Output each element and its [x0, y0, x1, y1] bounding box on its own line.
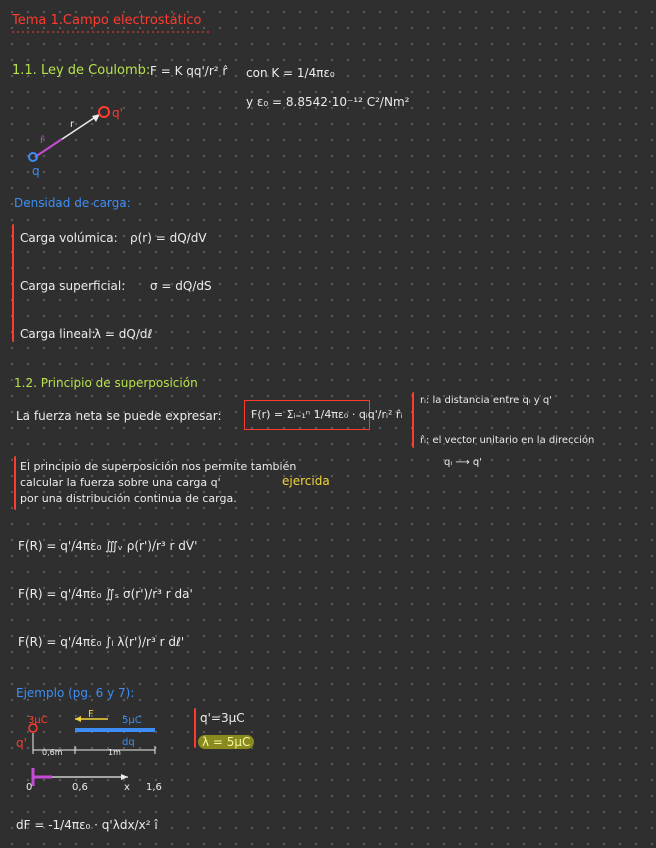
- coulomb-heading: 1.1. Ley de Coulomb:: [12, 63, 151, 78]
- label-zero: 0: [26, 782, 33, 793]
- label-rhat: r̂: [40, 135, 45, 146]
- paragraph-line1: El principio de superposición nos permite también: [20, 460, 297, 473]
- lambda-value: [198, 735, 254, 749]
- page-title: Tema 1.Campo electrostático: [12, 13, 202, 28]
- integral-volume: F(R) = q'/4πε₀ ∭ᵥ ρ(r')/r³ r dV': [18, 539, 198, 553]
- label-F: F: [88, 709, 94, 720]
- label-5uC: 5μC: [122, 715, 142, 726]
- coulomb-formula: F = K qq'/r² r̂: [150, 64, 228, 78]
- carga-superficial-formula: σ = dQ/dS: [150, 279, 212, 293]
- carga-volumica-label: Carga volúmica:: [20, 231, 118, 245]
- paragraph-brace: [14, 456, 16, 510]
- densidad-brace: [12, 224, 14, 342]
- qprime-value: q'=3μC: [200, 711, 245, 725]
- paragraph-ejercida: ejercida: [282, 474, 330, 488]
- paragraph-line3: por una distribución continua de carga.: [20, 492, 237, 505]
- ejemplo-heading: Ejemplo (pg. 6 y 7):: [16, 686, 135, 700]
- coulomb-constant: con K = 1/4πε₀: [246, 66, 335, 80]
- paragraph-line2: calcular la fuerza sobre una carga q': [20, 476, 221, 489]
- label-0-6m: 0,6m: [42, 748, 63, 757]
- carga-superficial-label: Carga superficial:: [20, 279, 126, 293]
- label-qprime-example: q': [16, 736, 27, 750]
- epsilon-value: y ε₀ = 8.8542·10⁻¹² C²/Nm²: [246, 95, 410, 109]
- carga-lineal-formula: λ = dQ/dℓ: [94, 327, 153, 341]
- integral-surface: F(R) = q'/4πε₀ ∬ₛ σ(r')/r³ r da': [18, 587, 193, 601]
- carga-lineal-label: Carga lineal:: [20, 327, 96, 341]
- ejemplo-brace: [194, 708, 196, 748]
- label-0-6: 0,6: [72, 782, 88, 793]
- charge-qprime-icon: [99, 107, 109, 117]
- note-direction: qᵢ ⟶ q': [444, 457, 482, 468]
- lambda-highlight: λ = 5μC: [198, 735, 254, 749]
- carga-volumica-formula: ρ(r) = dQ/dV: [130, 231, 207, 245]
- notes-brace: [412, 392, 414, 448]
- label-q: q: [32, 164, 40, 178]
- label-qprime: q': [112, 106, 123, 120]
- label-1-6: 1,6: [146, 782, 162, 793]
- label-3uC: 3μC: [28, 715, 48, 726]
- label-r: r: [70, 119, 75, 130]
- final-formula: dF = -1/4πε₀ · q'λdx/x² î: [16, 818, 158, 832]
- label-dq: dq: [122, 737, 135, 748]
- superposicion-heading: 1.2. Principio de superposición: [14, 376, 198, 390]
- note-unit-vector: r̂ᵢ: el vector unitario en la dirección: [420, 435, 595, 446]
- superposicion-formula-box: F(r) = Σᵢ₌₁ⁿ 1/4πε₀ · qᵢq'/rᵢ² r̂ᵢ: [244, 400, 370, 430]
- note-distance: rᵢ: la distancia entre qᵢ y q': [420, 395, 552, 406]
- superposicion-intro: La fuerza neta se puede expresar:: [16, 409, 222, 423]
- label-x: x: [124, 782, 130, 793]
- label-1m: 1m: [108, 748, 121, 757]
- densidad-heading: Densidad de carga:: [14, 196, 131, 210]
- integral-line: F(R) = q'/4πε₀ ∫ₗ λ(r')/r³ r dℓ': [18, 635, 185, 649]
